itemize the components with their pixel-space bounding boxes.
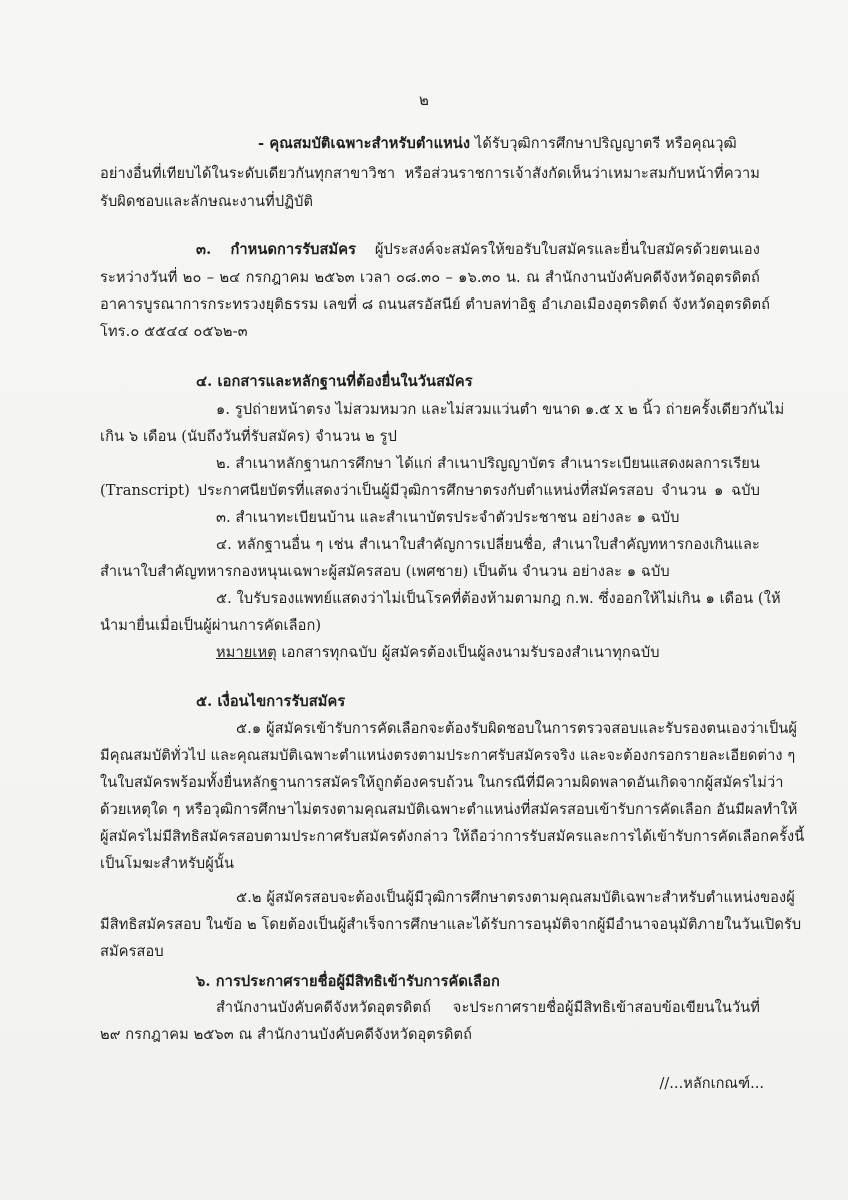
section3-line-1 [196,240,760,260]
page-number: ๒ [419,91,429,109]
section4-item5-line1: ๕. ใบรับรองแพทย์แสดงว่าไม่เป็นโรคที่ต้องห้ามตามกฎ ก.พ. ซึ่งออกให้ไม่เกิน ๑ เดือน (ให้ [216,590,781,607]
section3-line1-rest: ผู้ประสงค์จะสมัครให้ขอรับใบสมัครและยื่นใบสมัครด้วยตนเอง [374,241,760,258]
section5-p1-line1: ๕.๑ ผู้สมัครเข้ารับการคัดเลือกจะต้องรับผิดชอบในการตรวจสอบและรับรองตนเองว่าเป็นผู้ [236,720,798,737]
section3-line-2: ระหว่างวันที่ ๒๐ – ๒๔ กรกฎาคม ๒๕๖๓ เวลา ๐๘.๓๐ – ๑๖.๓๐ น. ณ สำนักงานบังคับคดีจังหวัดอุตรดิตถ์ [100,269,760,286]
section5-p1-line2: มีคุณสมบัติทั่วไป และคุณสมบัติเฉพาะตำแหน่งตรงตามประกาศรับสมัครจริง และจะต้องกรอกรายละเอียดต่าง ๆ [100,747,796,764]
qualification-line1-rest: ได้รับวุฒิการศึกษาปริญญาตรี หรือคุณวุฒิ [474,135,737,152]
section4-item2-line1: ๒. สำเนาหลักฐานการศึกษา ได้แก่ สำเนาปริญญาบัตร สำเนาระเบียนแสดงผลการเรียน [216,455,760,472]
section4-item1-line1: ๑. รูปถ่ายหน้าตรง ไม่สวมหมวก และไม่สวมแว่นตำ ขนาด ๑.๕ x ๒ นิ้ว ถ่ายครั้งเดียวกันไม่ [216,401,785,418]
section3-line-3: อาคารบูรณาการกระทรวงยุติธรรม เลขที่ ๘ ถนนสรอัสนีย์ ตำบลท่าอิฐ อำเภอเมืองอุตรดิตถ์ จังหวัดอุตรดิตถ์ [100,296,771,313]
section5-p1-line3: ในใบสมัครพร้อมทั้งยื่นหลักฐานการสมัครให้ถูกต้องครบถ้วน ในกรณีที่มีความผิดพลาดอันเกิดจากผู้สมัครไม่ว่า [100,774,784,791]
section5-p1-line5: ผู้สมัครไม่มีสิทธิสมัครสอบตามประกาศรับสมัครดังกล่าว ให้ถือว่าการรับสมัครและการได้เข้ารับการคัดเลือกครั้งนี้ [100,828,805,845]
section5-heading: ๕. เงื่อนไขการรับสมัคร [196,693,346,710]
qualification-line-3: รับผิดชอบและลักษณะงานที่ปฏิบัติ [100,193,314,210]
continuation-footer: //...หลักเกณฑ์... [659,1075,764,1092]
section4-item3-line1: ๓. สำเนาทะเบียนบ้าน และสำเนาบัตรประจำตัวประชาชน อย่างละ ๑ ฉบับ [216,509,680,526]
section6-line-1: สำนักงานบังคับคดีจังหวัดอุตรดิตถ์ จะประกาศรายชื่อผู้มีสิทธิเข้าสอบข้อเขียนในวันที่ [216,999,760,1016]
section6-heading: ๖. การประกาศรายชื่อผู้มีสิทธิเข้ารับการคัดเลือก [196,973,500,990]
section5-p2-line3: สมัครสอบ [100,943,164,960]
section3-line-4: โทร.๐ ๕๕๔๔ ๐๕๖๒-๓ [100,323,248,340]
section3-heading: ๓. กำหนดการรับสมัคร [196,241,357,258]
section4-item4-line2: สำเนาใบสำคัญทหารกองหนุนเฉพาะผู้สมัครสอบ (เพศชาย) เป็นต้น จำนวน อย่างละ ๑ ฉบับ [100,563,670,580]
section5-p2-line2: มีสิทธิสมัครสอบ ในข้อ ๒ โดยต้องเป็นผู้สำเร็จการศึกษาและได้รับการอนุมัติจากผู้มีอำนาจอนุมัติภายในวันเปิดรับ [100,916,802,933]
section4-item1-line2: เกิน ๖ เดือน (นับถึงวันที่รับสมัคร) จำนวน ๒ รูป [100,428,397,445]
section4-note [216,643,848,663]
section5-p1-line4: ด้วยเหตุใด ๆ หรือวุฒิการศึกษาไม่ตรงตามคุณสมบัติเฉพาะตำแหน่งที่สมัครสอบเข้ารับการคัดเลือก อันมีผลทำให้ [100,801,798,818]
note-text: เอกสารทุกฉบับ ผู้สมัครต้องเป็นผู้ลงนามรับรองสำเนาทุกฉบับ [281,644,660,661]
section6-line-2: ๒๙ กรกฎาคม ๒๕๖๓ ณ สำนักงานบังคับคดีจังหวัดอุตรดิตถ์ [100,1026,473,1043]
section5-p2-line1: ๕.๒ ผู้สมัครสอบจะต้องเป็นผู้มีวุฒิการศึกษาตรงตามคุณสมบัติเฉพาะสำหรับตำแหน่งของผู้ [236,889,795,906]
qualification-line-1 [258,134,758,154]
section4-item2-line2: (Transcript) ประกาศนียบัตรที่แสดงว่าเป็นผู้มีวุฒิการศึกษาตรงกับตำแหน่งที่สมัครสอบ จำนวน ๑ ฉบับ [100,482,760,499]
section4-item5-line2: นำมายื่นเมื่อเป็นผู้ผ่านการคัดเลือก) [100,617,322,634]
section5-p1-line6: เป็นโมฆะสำหรับผู้นั้น [100,855,235,872]
note-label: หมายเหตุ [216,644,277,661]
section4-item4-line1: ๔. หลักฐานอื่น ๆ เช่น สำเนาใบสำคัญการเปลี่ยนชื่อ, สำเนาใบสำคัญทหารกองเกินและ [216,536,760,553]
qualification-label: - คุณสมบัติเฉพาะสำหรับตำแหน่ง [258,135,471,152]
section4-heading: ๔. เอกสารและหลักฐานที่ต้องยื่นในวันสมัคร [196,373,473,390]
qualification-line-2: อย่างอื่นที่เทียบได้ในระดับเดียวกันทุกสาขาวิชา หรือส่วนราชการเจ้าสังกัดเห็นว่าเหมาะสมกับหน้าที่ความ [100,165,760,182]
